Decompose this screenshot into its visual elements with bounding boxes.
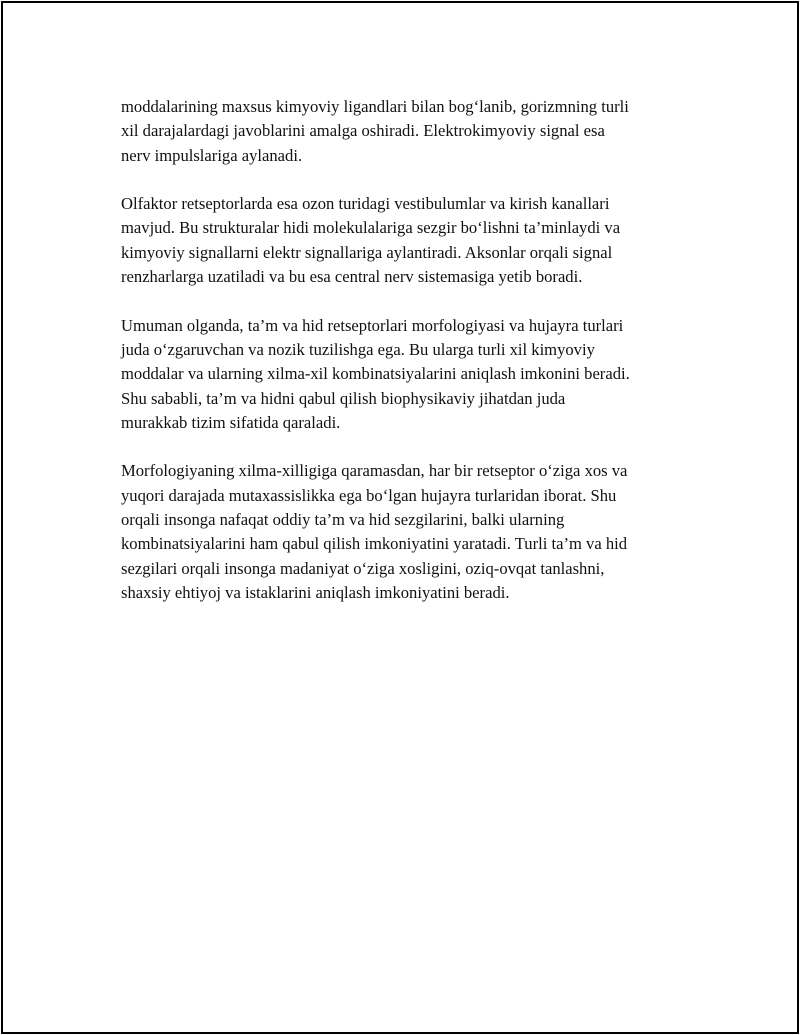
text-line: Umuman olganda, ta’m va hid retseptorlari morfologiyasi va hujayra turlari: [121, 315, 624, 335]
text-line: kombinatsiyalarini ham qabul qilish imkoniyatini yaratadi. Turli ta’m va hid: [121, 534, 628, 554]
text-line: juda o‘zgaruvchan va nozik tuzilishga ega. Bu ularga turli xil kimyoviy: [121, 339, 595, 359]
text-line: murakkab tizim sifatida qaraladi.: [121, 412, 341, 432]
text-line: kimyoviy signallarni elektr signallariga aylantiradi. Aksonlar orqali signal: [121, 242, 613, 262]
paragraph-2: [121, 192, 701, 289]
text-line: Shu sababli, ta’m va hidni qabul qilish biophysikaviy jihatdan juda: [121, 388, 566, 408]
text-line: nerv impulslariga aylanadi.: [121, 145, 303, 165]
text-line: mavjud. Bu strukturalar hidi molekulalariga sezgir bo‘lishni ta’minlaydi va: [121, 218, 621, 238]
paragraph-3: [121, 314, 701, 435]
paragraph-1: [121, 95, 701, 168]
text-line: shaxsiy ehtiyoj va istaklarini aniqlash imkoniyatini beradi.: [121, 582, 510, 602]
page-frame: [1, 1, 799, 1034]
text-line: sezgilari orqali insonga madaniyat o‘ziga xosligini, oziq-ovqat tanlashni,: [121, 558, 605, 578]
paragraph-4: [121, 459, 701, 605]
text-line: yuqori darajada mutaxassislikka ega bo‘lgan hujayra turlaridan iborat. Shu: [121, 485, 617, 505]
text-line: orqali insonga nafaqat oddiy ta’m va hid sezgilarini, balki ularning: [121, 510, 565, 530]
text-line: Morfologiyaning xilma-xilligiga qaramasdan, har bir retseptor o‘ziga xos va: [121, 461, 628, 481]
document-body: [121, 95, 701, 630]
text-line: moddalarining maxsus kimyoviy ligandlari bilan bog‘lanib, gorizmning turli: [121, 97, 629, 116]
text-line: renzharlarga uzatiladi va bu esa central nerv sistemasiga yetib boradi.: [121, 267, 583, 287]
text-line: moddalar va ularning xilma-xil kombinatsiyalarini aniqlash imkonini beradi.: [121, 364, 630, 384]
text-line: xil darajalardagi javoblarini amalga oshiradi. Elektrokimyoviy signal esa: [121, 121, 605, 141]
text-line: Olfaktor retseptorlarda esa ozon turidagi vestibulumlar va kirish kanallari: [121, 194, 610, 214]
